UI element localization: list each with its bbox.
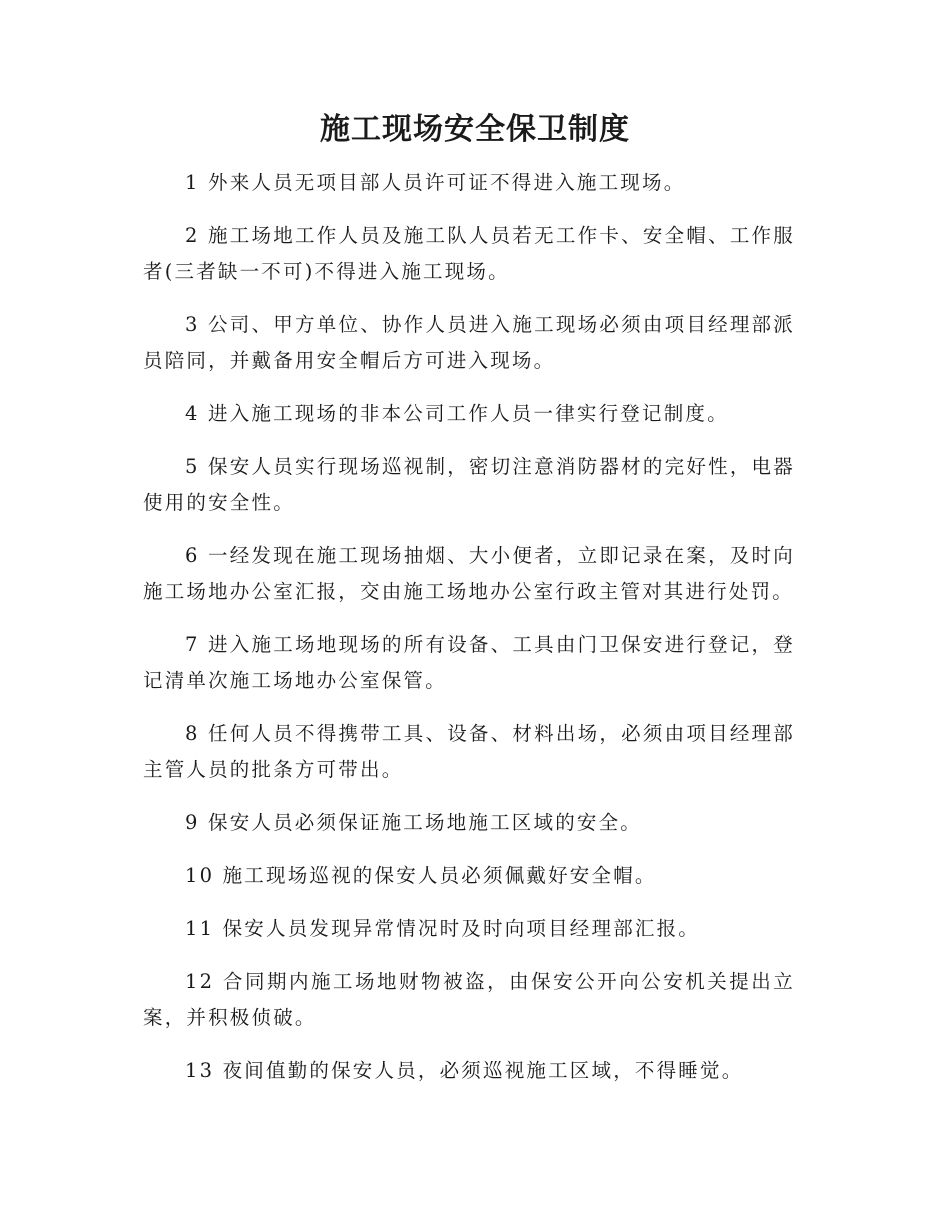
rule-item-12: 12 合同期内施工场地财物被盗，由保安公开向公安机关提出立案，并积极侦破。 [143, 970, 795, 1029]
rule-item-4: 4 进入施工现场的非本公司工作人员一律实行登记制度。 [185, 402, 729, 425]
rule-item-7: 7 进入施工场地现场的所有设备、工具由门卫保安进行登记，登记清单次施工场地办公室保管。 [143, 633, 795, 692]
rule-item-11: 11 保安人员发现异常情况时及时向项目经理部汇报。 [185, 917, 701, 940]
rule-item-13: 13 夜间值勤的保安人员，必须巡视施工区域，不得睡觉。 [185, 1059, 744, 1082]
rule-item-3: 3 公司、甲方单位、协作人员进入施工现场必须由项目经理部派员陪同，并戴备用安全帽后方可进入现场。 [143, 313, 795, 372]
rule-item-10: 10 施工现场巡视的保安人员必须佩戴好安全帽。 [185, 864, 657, 887]
document-body [143, 165, 795, 1106]
rule-item-1: 1 外来人员无项目部人员许可证不得进入施工现场。 [185, 171, 686, 194]
rule-item-9: 9 保安人员必须保证施工场地施工区域的安全。 [185, 811, 643, 834]
rule-item-6: 6 一经发现在施工现场抽烟、大小便者，立即记录在案，及时向施工场地办公室汇报，交由施工场地办公室行政主管对其进行处罚。 [143, 544, 795, 603]
rule-item-2: 2 施工场地工作人员及施工队人员若无工作卡、安全帽、工作服者(三者缺一不可)不得进入施工现场。 [143, 224, 795, 283]
rule-item-8: 8 任何人员不得携带工具、设备、材料出场，必须由项目经理部主管人员的批条方可带出。 [143, 722, 795, 781]
rule-item-5: 5 保安人员实行现场巡视制，密切注意消防器材的完好性，电器使用的安全性。 [143, 455, 795, 514]
page-title: 施工现场安全保卫制度 [320, 112, 630, 147]
